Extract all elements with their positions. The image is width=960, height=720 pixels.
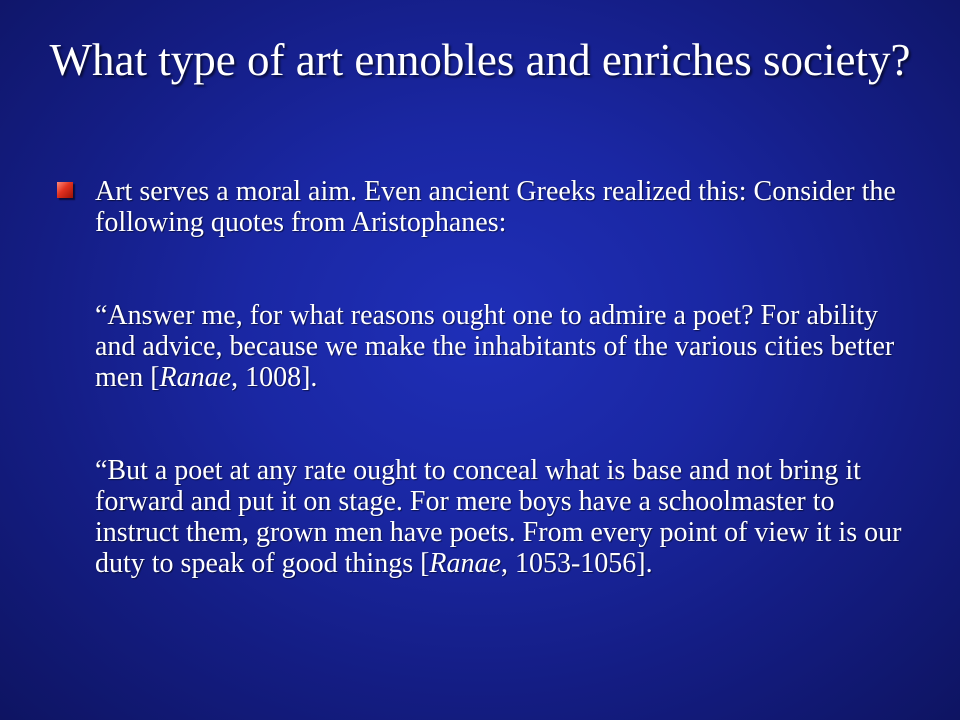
quote-source: Ranae bbox=[159, 362, 232, 393]
quote-source: Ranae bbox=[429, 548, 501, 579]
quote-ranae-1053 bbox=[56, 455, 916, 579]
quote-citation: , 1053-1056]. bbox=[500, 548, 653, 579]
square-bullet-icon bbox=[57, 182, 73, 198]
slide-body bbox=[56, 176, 916, 579]
spacer bbox=[56, 238, 916, 300]
quote-text: “Answer me, for what reasons ought one to admire a poet? For ability and advice, because we make the inhabitants of the various cities better men [ bbox=[95, 300, 895, 393]
quote-text: “But a poet at any rate ought to conceal what is base and not bring it forward and put it on stage. For mere boys have a schoolmaster to instruct them, grown men have poets. From every point of view it is our duty to speak of good things [ bbox=[95, 455, 902, 579]
spacer bbox=[56, 393, 916, 455]
quote-ranae-1008 bbox=[56, 300, 916, 393]
bullet-item bbox=[56, 176, 916, 238]
bullet-text: Art serves a moral aim. Even ancient Greeks realized this: Consider the following quotes from Aristophanes: bbox=[95, 176, 896, 238]
quote-citation: , 1008]. bbox=[231, 362, 318, 393]
slide-title: What type of art ennobles and enriches society? bbox=[49, 35, 911, 85]
